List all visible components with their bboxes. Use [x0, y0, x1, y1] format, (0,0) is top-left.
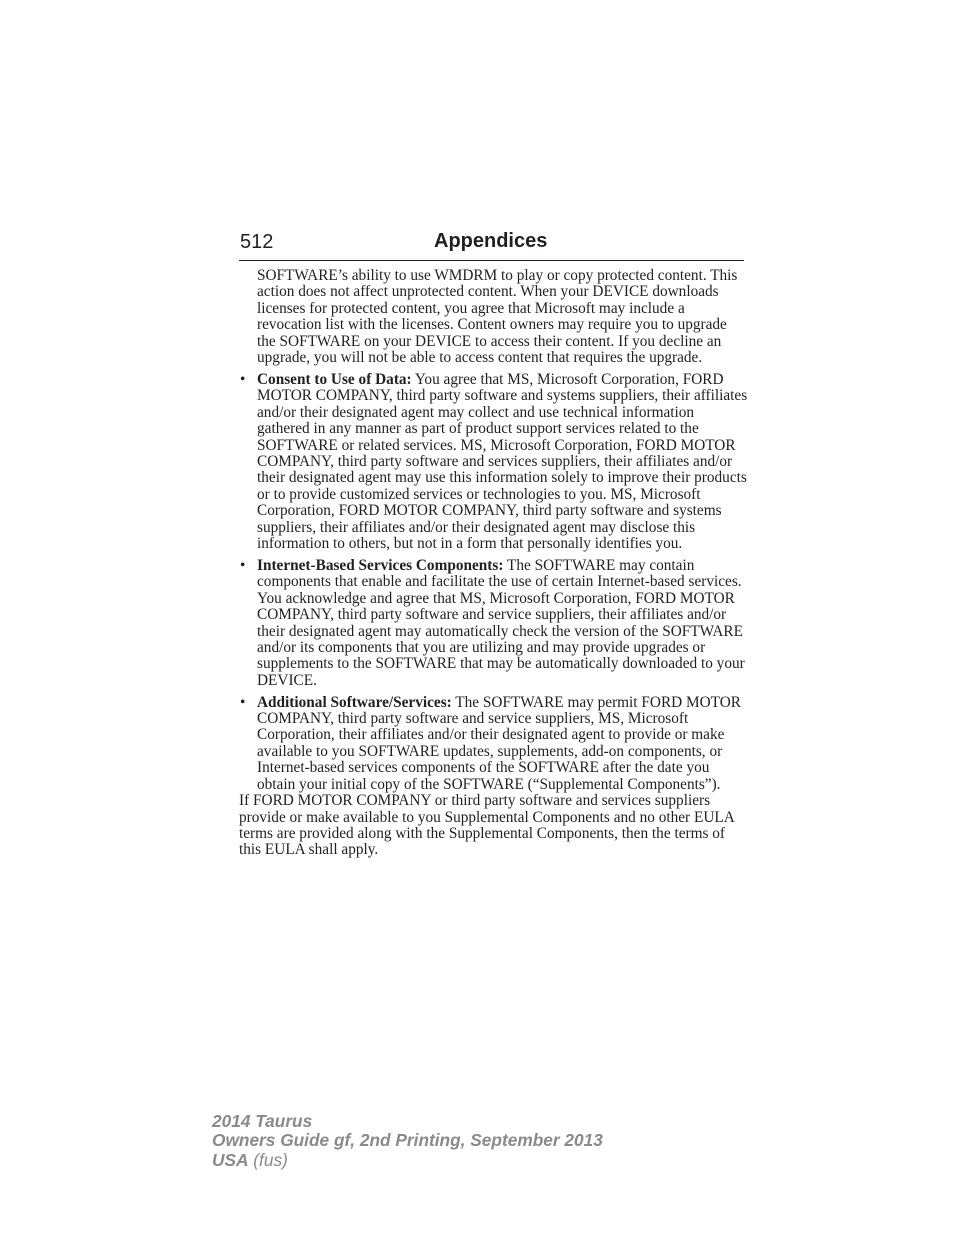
footer-region	[212, 1151, 603, 1170]
bullet-lead: Consent to Use of Data:	[257, 370, 412, 388]
bullet-icon: •	[240, 693, 246, 711]
intro-paragraph: SOFTWARE’s ability to use WMDRM to play or copy protected content. This action does not affect unprotected content. When your DEVICE downloads licenses for protected content, you agree that Microsoft may include a revocation list with the licenses. Content owners may require you to upgrade the SOFTWARE on your DEVICE to access their content. If you decline an upgrade, you will not be able to access content that requires the upgrade.	[257, 267, 738, 367]
page-header	[239, 228, 744, 261]
body-text	[239, 268, 749, 859]
footer-model: 2014 Taurus	[212, 1111, 313, 1131]
page-number: 512	[240, 231, 274, 253]
section-title: Appendices	[434, 230, 548, 252]
closing-paragraph: If FORD MOTOR COMPANY or third party software and services suppliers provide or make available to you Supplemental Components and no other EULA terms are provided along with the Supplemental Components, then the terms of this EULA shall apply.	[239, 792, 734, 859]
bullet-icon: •	[240, 556, 246, 574]
bullet-lead: Internet-Based Services Components:	[257, 556, 504, 574]
bullet-consent-to-use-of-data	[239, 372, 749, 552]
bullet-lead: Additional Software/Services:	[257, 693, 452, 711]
page-footer	[212, 1112, 603, 1170]
bullet-text: The SOFTWARE may contain components that enable and facilitate the use of certain Internet-based services. You acknowledge and agree that MS, Microsoft Corporation, FORD MOTOR COMPANY, third party software and service suppliers, their affiliates and/or their designated agent may automatically check the version of the SOFTWARE and/or its components that you are utilizing and may provide upgrades or supplements to the SOFTWARE that may be automatically downloaded to your DEVICE.	[257, 556, 745, 689]
bullet-additional-software-services	[239, 695, 749, 793]
bullet-icon: •	[240, 370, 246, 388]
bullet-text: The SOFTWARE may permit FORD MOTOR COMPANY, third party software and service suppliers, MS, Microsoft Corporation, their affiliates and/or their designated agent to provide or make available to you SOFTWARE updates, supplements, add-on components, or Internet-based services components of the SOFTWARE after the date you obtain your initial copy of the SOFTWARE (“Supplemental Components”).	[257, 693, 741, 793]
footer-region-code: (fus)	[248, 1149, 288, 1170]
footer-region-name: USA	[212, 1149, 249, 1170]
bullet-text: You agree that MS, Microsoft Corporation, FORD MOTOR COMPANY, third party software and systems suppliers, their affiliates and/or their designated agent may collect and use technical information gathered in any manner as part of product support services related to the SOFTWARE or related services. MS, Microsoft Corporation, FORD MOTOR COMPANY, third party software and services suppliers, their affiliates and/or their designated agent may use this information solely to improve their products or to provide customized services or technologies to you. MS, Microsoft Corporation, FORD MOTOR COMPANY, third party software and systems suppliers, their affiliates and/or their designated agent may disclose this information to others, but not in a form that personally identifies you.	[257, 370, 748, 552]
bullet-internet-based-services	[239, 558, 749, 689]
footer-edition: Owners Guide gf, 2nd Printing, September 2013	[212, 1130, 603, 1151]
